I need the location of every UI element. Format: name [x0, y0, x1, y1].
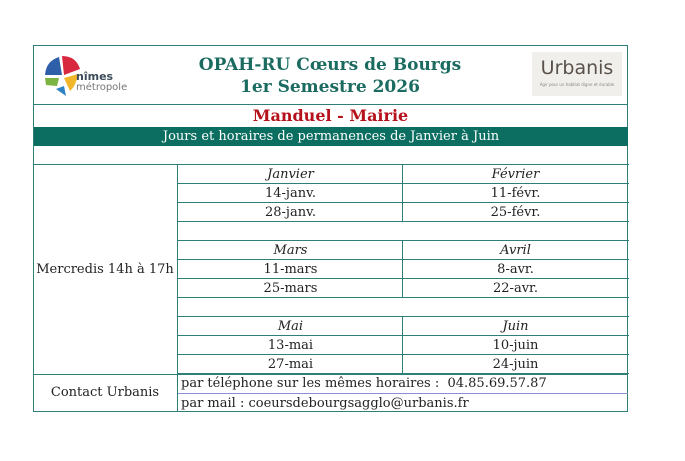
date-cell: 28-janv. — [264, 205, 317, 220]
block-top-divider — [403, 316, 629, 317]
month-header: Avril — [500, 243, 531, 258]
date-cell: 11-mars — [263, 262, 318, 277]
contact-mail: par mail : coeursdebourgsagglo@urbanis.fr — [181, 396, 469, 411]
nimes-metropole-logo — [42, 53, 142, 98]
row-divider — [403, 221, 629, 222]
date-cell: 27-mai — [267, 357, 314, 372]
row-divider — [403, 297, 629, 298]
column-divider — [402, 316, 403, 373]
date-cell: 14-janv. — [264, 186, 317, 201]
date-cell: 13-mai — [267, 338, 314, 353]
date-cell: 10-juin — [492, 338, 539, 353]
logo-text-metropole: métropole — [76, 82, 128, 93]
block-top-divider — [178, 316, 403, 317]
page-title — [150, 54, 510, 98]
urbanis-logo-name: Urbanis — [540, 57, 614, 79]
urbanis-logo-tagline: Agir pour un habitat digne et durable — [539, 82, 615, 87]
block-top-divider — [403, 164, 629, 165]
header-divider — [33, 104, 628, 105]
schedule-banner: Jours et horaires de permanences de Janvier à Juin — [34, 127, 628, 146]
month-header: Juin — [502, 319, 529, 334]
urbanis-logo — [532, 52, 622, 96]
date-cell: 25-mars — [263, 281, 318, 296]
logo-text-nimes: nîmes — [76, 70, 114, 83]
block-top-divider — [403, 240, 629, 241]
location-title: Manduel - Mairie — [252, 106, 409, 125]
month-header: Mars — [273, 243, 308, 258]
date-cell: 22-avr. — [493, 281, 538, 296]
title-line-2: 1er Semestre 2026 — [240, 77, 420, 97]
title-line-1: OPAH-RU Cœurs de Bourgs — [198, 55, 462, 75]
contact-label: Contact Urbanis — [50, 385, 160, 400]
date-cell: 11-févr. — [490, 186, 541, 201]
row-divider — [178, 297, 403, 298]
block-top-divider — [178, 240, 403, 241]
row-divider — [178, 221, 403, 222]
month-header: Mai — [277, 319, 304, 334]
month-header: Janvier — [267, 167, 314, 182]
column-divider — [402, 164, 403, 221]
date-cell: 25-févr. — [490, 205, 541, 220]
month-header: Février — [491, 167, 540, 182]
contact-phone: par téléphone sur les mêmes horaires : 04.85.69.57.87 — [181, 376, 547, 391]
schedule-label: Mercredis 14h à 17h — [36, 262, 174, 277]
date-cell: 8-avr. — [497, 262, 534, 277]
column-divider — [402, 240, 403, 297]
block-top-divider — [178, 164, 403, 165]
date-cell: 24-juin — [492, 357, 539, 372]
